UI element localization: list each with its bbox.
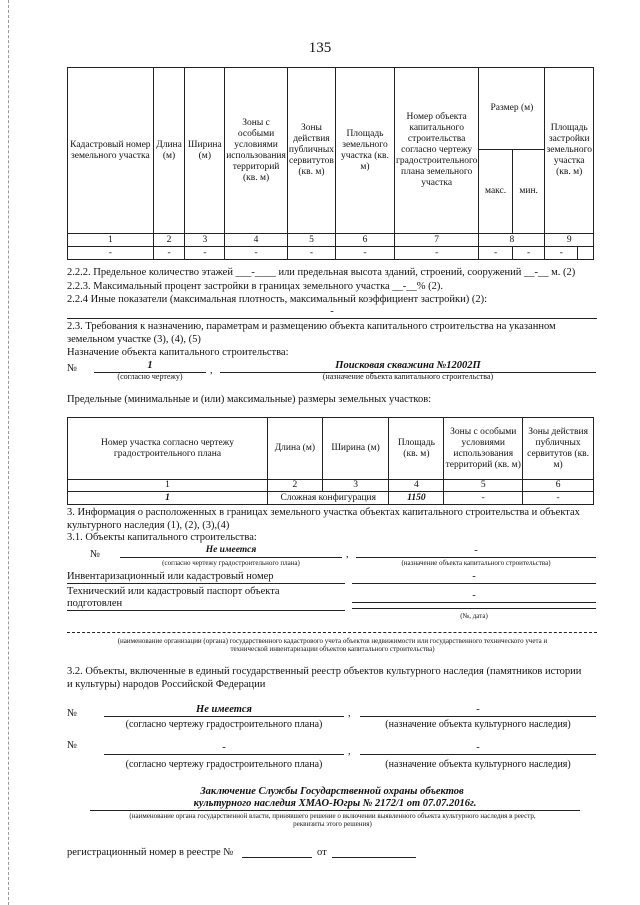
- registry-number-field: [242, 857, 312, 858]
- header-size-min: мин.: [512, 150, 545, 234]
- s31-no-label: №: [90, 549, 101, 560]
- col-number: 8: [479, 234, 545, 247]
- header-area: Площадь (кв. м): [389, 418, 444, 480]
- cell: [578, 247, 594, 260]
- header-cadastral: Кадастровый номер земельного участка: [68, 68, 154, 234]
- conclusion-caption-2: реквизиты этого решения): [293, 820, 372, 828]
- page-number: 135: [308, 40, 332, 56]
- margin-line: [8, 0, 11, 905]
- cell: -: [394, 247, 478, 260]
- header-width: Ширина (м): [322, 418, 389, 480]
- col-number: 4: [225, 234, 288, 247]
- header-width: Ширина (м): [185, 68, 225, 234]
- section-2-2-4-value: -: [330, 306, 334, 317]
- date-caption: (№, дата): [460, 612, 488, 620]
- conclusion-caption-1: (наименование органа государственной власти, принявшего решение о включении выявленного объекта культурного наследия в реестр,: [129, 812, 536, 820]
- s32-caption-left-1: (согласно чертежу градостроительного плана): [125, 719, 323, 730]
- object-no-label: №: [67, 363, 78, 374]
- col-number: 3: [185, 234, 225, 247]
- col-number: 2: [267, 480, 322, 492]
- plot-zone-special: -: [444, 492, 523, 505]
- col-number: 9: [545, 234, 594, 247]
- plot-zone-easement: -: [523, 492, 594, 505]
- conclusion-line2: культурного наследия ХМАО-Югры № 2172/1 от 07.07.2016г.: [90, 797, 580, 811]
- limits-label: Предельные (минимальные и (или) максимальные) размеры земельных участков:: [67, 394, 432, 405]
- col-number: 6: [336, 234, 395, 247]
- col-number: 7: [394, 234, 478, 247]
- col-number: 5: [287, 234, 335, 247]
- comma: ,: [348, 746, 351, 757]
- cell: -: [287, 247, 335, 260]
- section-2-2-3: 2.2.3. Максимальный процент застройки в границах земельного участка __-__% (2).: [67, 281, 444, 292]
- section-2-3-line1: 2.3. Требования к назначению, параметрам и размещению объекта капитального строительства на указанном: [67, 321, 556, 332]
- col-number: 1: [68, 480, 268, 492]
- org-caption-1: (наименование организации (органа) государственного кадастрового учета объектов недвижимости или государственного технического учета и: [117, 637, 548, 645]
- comma: ,: [346, 549, 349, 560]
- header-object-number: Номер объекта капитального строительства согласно чертежу градостроительного плана земельного участка: [394, 68, 478, 234]
- conclusion-line1: Заключение Службы Государственной охраны объектов: [200, 786, 464, 797]
- cell: -: [225, 247, 288, 260]
- col-number: 4: [389, 480, 444, 492]
- cell: -: [512, 247, 545, 260]
- header-length: Длина (м): [267, 418, 322, 480]
- plot-parameters-table: [67, 67, 594, 260]
- col-number: 5: [444, 480, 523, 492]
- section-2-2-2: 2.2.2. Предельное количество этажей ___-____ или предельная высота зданий, строений, сооружений __-__ м. (2): [67, 267, 576, 278]
- col-number: 1: [68, 234, 154, 247]
- col-number: 6: [523, 480, 594, 492]
- header-zones-easement: Зоны действия публичных сервитутов (кв. м): [287, 68, 335, 234]
- object-no-value: 1: [94, 359, 206, 373]
- tech-passport-label-1: Технический или кадастровый паспорт объекта: [67, 586, 280, 597]
- header-area: Площадь земельного участка (кв. м): [336, 68, 395, 234]
- header-zones-easement: Зоны действия публичных сервитутов (кв. м): [523, 418, 594, 480]
- s31-caption-left: (согласно чертежу градостроительного плана): [162, 559, 300, 567]
- s32-value-2: -: [104, 741, 344, 755]
- s32-caption-right-1: (назначение объекта культурного наследия): [385, 719, 571, 730]
- col-number: 2: [153, 234, 185, 247]
- comma: ,: [210, 365, 213, 376]
- plot-dimensions: Сложная конфигурация: [267, 492, 389, 505]
- header-built-area: Площадь застройки земельного участка (кв. м): [545, 68, 594, 234]
- header-length: Длина (м): [153, 68, 185, 234]
- s31-dash: -: [356, 544, 596, 558]
- cell: -: [336, 247, 395, 260]
- divider: [352, 608, 596, 609]
- s32-dash-2: -: [360, 741, 596, 755]
- header-size-max: макс.: [479, 150, 512, 234]
- plot-limits-table: [67, 417, 594, 505]
- section-3-2-line2: и культуры) народов Российской Федерации: [67, 679, 266, 690]
- section-3-line1: 3. Информация о расположенных в границах земельного участка объектах капитального строительства и объектах: [67, 507, 580, 518]
- s32-value-1: Не имеется: [104, 703, 344, 717]
- s32-caption-left-2: (согласно чертежу градостроительного плана): [125, 759, 323, 770]
- header-size: Размер (м): [479, 68, 545, 150]
- s32-dash-1: -: [360, 703, 596, 717]
- tech-passport-value: -: [352, 589, 596, 603]
- registry-number-label: регистрационный номер в реестре №: [67, 847, 234, 858]
- cell: -: [479, 247, 512, 260]
- divider: [67, 318, 597, 319]
- inventory-value: -: [352, 570, 596, 584]
- s31-caption-right: (назначение объекта капитального строительства): [401, 559, 551, 567]
- plot-number: 1: [68, 492, 268, 505]
- header-plot-no: Номер участка согласно чертежу градостроительного плана: [68, 418, 268, 480]
- s31-value: Не имеется: [120, 544, 342, 558]
- plot-area: 1150: [389, 492, 444, 505]
- header-zones-special: Зоны с особыми условиями использования территорий (кв. м): [444, 418, 523, 480]
- cell: -: [153, 247, 185, 260]
- s32-no-label-2: №: [67, 740, 78, 751]
- object-name-caption: (назначение объекта капитального строительства): [322, 372, 494, 381]
- cell: -: [185, 247, 225, 260]
- divider: [67, 632, 597, 633]
- section-2-3-line2: земельном участке (3), (4), (5): [67, 334, 201, 345]
- section-3-1: 3.1. Объекты капитального строительства:: [67, 532, 257, 543]
- registry-date-field: [332, 857, 416, 858]
- tech-passport-label-2: подготовлен: [67, 597, 345, 611]
- registry-from-label: от: [317, 847, 327, 858]
- inventory-label: Инвентаризационный или кадастровый номер: [67, 570, 345, 584]
- header-zones-special: Зоны с особыми условиями использования территорий (кв. м): [225, 68, 288, 234]
- object-name-value: Поисковая скважина №12002П: [220, 359, 596, 373]
- section-3-line2: культурного наследия (1), (2), (3),(4): [67, 520, 230, 531]
- s32-no-label-1: №: [67, 708, 78, 719]
- purpose-label: Назначение объекта капитального строительства:: [67, 347, 289, 358]
- cell: -: [545, 247, 578, 260]
- comma: ,: [348, 708, 351, 719]
- s32-caption-right-2: (назначение объекта культурного наследия): [385, 759, 571, 770]
- cell: -: [68, 247, 154, 260]
- col-number: 3: [322, 480, 389, 492]
- object-no-caption: (согласно чертежу): [117, 372, 183, 381]
- section-2-2-4: 2.2.4 Иные показатели (максимальная плотность, максимальный коэффициент застройки) (2):: [67, 294, 488, 305]
- org-caption-2: технической инвентаризации объектов капитального строительства): [230, 645, 435, 653]
- section-3-2-line1: 3.2. Объекты, включенные в единый государственный реестр объектов культурного наследия (памятников истории: [67, 666, 582, 677]
